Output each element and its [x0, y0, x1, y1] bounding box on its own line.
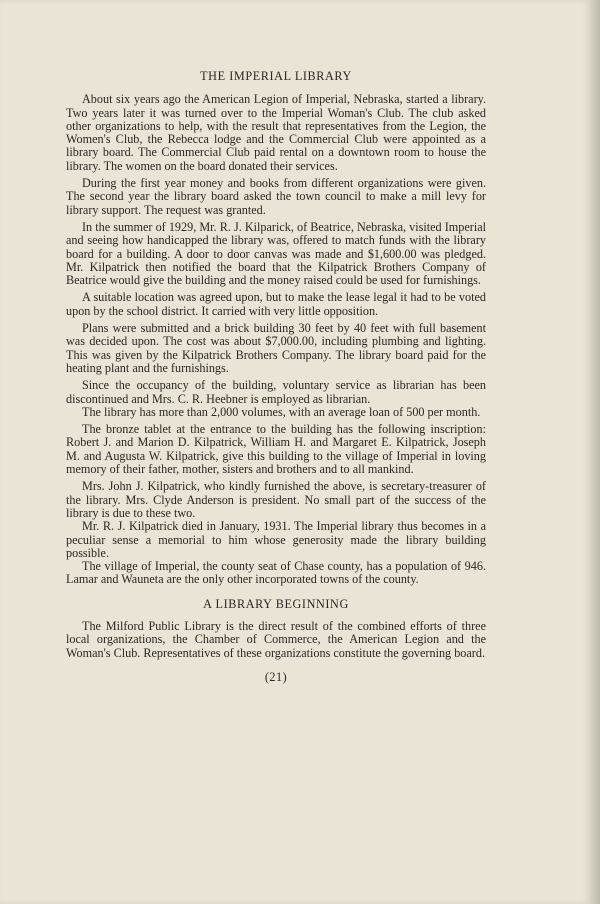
paragraph: In the summer of 1929, Mr. R. J. Kilparick, of Beatrice, Nebraska, visited Imperial and seeing how handicapped the library was, offered to match funds with the library board for a building. A door to door canvas was made and $1,600.00 was pledged. Mr. Kilpatrick then notified the board that the Kilpatrick Brothers Company of Beatrice would give the building and the money raised could be used for furnishings. — [66, 219, 486, 288]
paragraph: The bronze tablet at the entrance to the building has the following inscription: Robert J. and Marion D. Kilpatrick, William H. and Margaret E. Kilpatrick, Joseph M. and Augusta W. Kilpatrick, give this building to the village of Imperial in loving memory of their father, mother, sisters and brothers and to all mankind. — [66, 422, 486, 477]
page-edge — [590, 0, 600, 904]
paragraph: About six years ago the American Legion of Imperial, Nebraska, started a library. Two years later it was turned over to the Imperial Woman's Club. The club asked other organizations to help, with the result that representatives from the Legion, the Women's Club, the Rebecca lodge and the Commercial Club were appointed as a library board. The Commercial Club paid rental on a downtown room to house the library. The women on the board donated their services. — [66, 92, 486, 173]
paragraph: Since the occupancy of the building, voluntary service as librarian has been discontinued and Mrs. C. R. Heebner is employed as librarian. — [66, 378, 486, 406]
paragraph: Plans were submitted and a brick building 30 feet by 40 feet with full basement was decided upon. The cost was about $7,000.00, including plumbing and lighting. This was given by the Kilpatrick Brothers Company. The library board paid for the heating plant and the furnishings. — [66, 321, 486, 375]
section-heading-library-beginning: A LIBRARY BEGINNING — [203, 596, 349, 611]
paragraph: The village of Imperial, the county seat of Chase county, has a population of 946. Lamar and Wauneta are the only other incorporated towns of the county. — [66, 559, 486, 587]
paragraph: The library has more than 2,000 volumes, with an average loan of 500 per month. — [82, 404, 481, 419]
paragraph: Mrs. John J. Kilpatrick, who kindly furnished the above, is secretary-treasurer of the library. Mrs. Clyde Anderson is president. No small part of the success of the library is due to these two. — [66, 479, 486, 520]
page-number: (21) — [264, 669, 288, 684]
paragraph: During the first year money and books from different organizations were given. The second year the library board asked the town council to make a mill levy for library support. The request was granted. — [66, 176, 486, 217]
section-heading-imperial-library: THE IMPERIAL LIBRARY — [200, 69, 352, 83]
paragraph: Mr. R. J. Kilpatrick died in January, 1931. The Imperial library thus becomes in a peculiar sense a memorial to him whose generosity made the library building possible. — [66, 519, 486, 560]
document-body — [66, 70, 486, 684]
paragraph: A suitable location was agreed upon, but to make the lease legal it had to be voted upon by the school district. It carried with very little opposition. — [66, 290, 486, 318]
paragraph: The Milford Public Library is the direct result of the combined efforts of three local organizations, the Chamber of Commerce, the American Legion and the Woman's Club. Representatives of these organizations constitute the governing board. — [66, 618, 486, 660]
